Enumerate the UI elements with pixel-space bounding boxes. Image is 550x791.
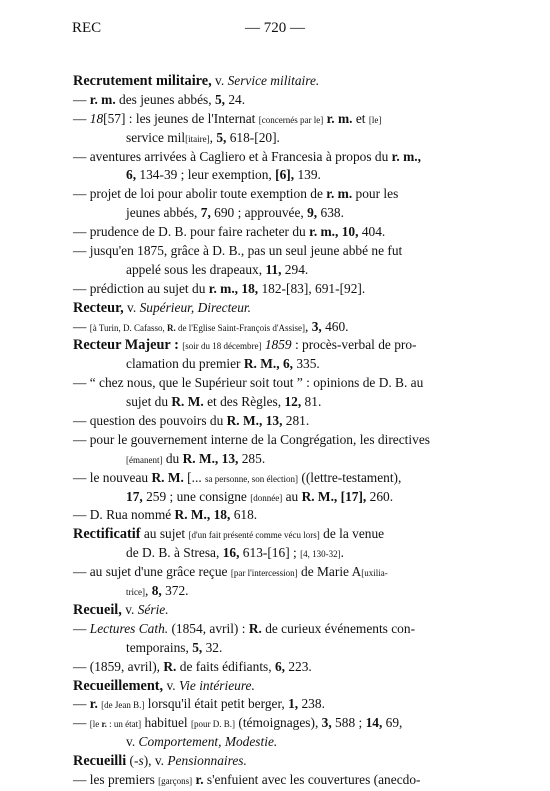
index-subentry-line: — projet de loi pour abolir toute exemption de r. m. pour les [73, 186, 399, 202]
index-continuation-line: de D. B. à Stresa, 16, 613-[16] ; [4, 130-32]. [126, 545, 344, 561]
headword: Recrutement militaire, [73, 73, 212, 89]
index-subentry-line: — “ chez nous, que le Supérieur soit tout ” : opinions de D. B. au [73, 375, 424, 391]
headword: Recueillement, [73, 677, 164, 694]
index-subentry-line: — au sujet d'une grâce reçue [par l'intercession] de Marie A[uxilia- [73, 564, 388, 580]
index-subentry-line: — r. m. des jeunes abbés, 5, 24. [73, 91, 246, 107]
headword: Recteur Majeur : [73, 337, 179, 354]
index-subentry-line: — aventures arrivées à Cagliero et à Francesia à propos du r. m., [73, 148, 421, 164]
index-subentry-line: — prédiction au sujet du r. m., 18, 182-[83], 691-[92]. [73, 280, 366, 296]
index-continuation-line: jeunes abbés, 7, 690 ; approuvée, 9, 638. [126, 205, 344, 221]
index-subentry-line: — r. [de Jean B.] lorsqu'il était petit berger, 1, 238. [73, 696, 325, 712]
headword: Recueil, [73, 601, 122, 618]
index-headword-line: Recueilli (-s), v. Pensionnaires. [73, 753, 247, 770]
index-headword-line: Recueillement, v. Vie intérieure. [73, 677, 255, 694]
index-headword-line: Recueil, v. Série. [73, 601, 169, 618]
index-headword-line: Recteur Majeur : [soir du 18 décembre] 1859 : procès-verbal de pro- [73, 337, 417, 354]
page-header [0, 20, 550, 42]
headword: Recueilli [73, 753, 127, 770]
index-headword-line: Rectificatif au sujet [d'un fait présenté comme vécu lors] de la venue [73, 526, 385, 543]
index-continuation-line: 6, 134-39 ; leur exemption, [6], 139. [126, 167, 321, 183]
index-subentry-line: — jusqu'en 1875, grâce à D. B., pas un seul jeune abbé ne fut [73, 243, 403, 259]
index-continuation-line: [émanent] du R. M., 13, 285. [126, 450, 266, 466]
index-subentry-line: — pour le gouvernement interne de la Congrégation, les directives [73, 431, 430, 447]
index-subentry-line: — [à Turin, D. Cafasso, R. de l'Eglise Saint-François d'Assise], 3, 460. [73, 318, 349, 334]
headword: Recteur, [73, 299, 124, 316]
index-continuation-line: service mil[itaire], 5, 618-[20]. [126, 129, 280, 145]
running-head: REC [72, 20, 102, 36]
index-headword-line: Recteur, v. Supérieur, Directeur. [73, 299, 252, 316]
index-headword-line: Recrutement militaire, v. Service militaire. [73, 73, 320, 89]
index-continuation-line: appelé sous les drapeaux, 11, 294. [126, 261, 309, 277]
index-subentry-line: — Lectures Cath. (1854, avril) : R. de curieux événements con- [73, 620, 416, 636]
index-continuation-line: v. Comportement, Modestie. [126, 734, 278, 750]
index-subentry-line: — le nouveau R. M. [... sa personne, son élection] ((lettre-testament), [73, 469, 402, 485]
index-subentry-line: — [le r. : un état] habituel [pour D. B.] (témoignages), 3, 588 ; 14, 69, [73, 715, 403, 731]
index-subentry-line: — question des pouvoirs du R. M., 13, 281. [73, 413, 310, 429]
index-continuation-line: temporains, 5, 32. [126, 639, 223, 655]
headword: Rectificatif [73, 526, 141, 543]
index-subentry-line: — 18[57] : les jeunes de l'Internat [concernés par le] r. m. et [le] [73, 110, 382, 126]
index-continuation-line: sujet du R. M. et des Règles, 12, 81. [126, 394, 322, 410]
index-content [73, 72, 478, 790]
index-subentry-line: — D. Rua nommé R. M., 18, 618. [73, 507, 258, 523]
page-number: — 720 — [245, 20, 305, 36]
index-continuation-line: trice], 8, 372. [126, 583, 189, 599]
index-subentry-line: — les premiers [garçons] r. s'enfuient avec les couvertures (anecdo- [73, 771, 421, 787]
index-continuation-line: clamation du premier R. M., 6, 335. [126, 356, 320, 372]
index-subentry-line: — (1859, avril), R. de faits édifiants, 6, 223. [73, 658, 312, 674]
index-subentry-line: — prudence de D. B. pour faire racheter du r. m., 10, 404. [73, 224, 386, 240]
index-continuation-line: 17, 259 ; une consigne [donnée] au R. M., [17], 260. [126, 488, 394, 504]
